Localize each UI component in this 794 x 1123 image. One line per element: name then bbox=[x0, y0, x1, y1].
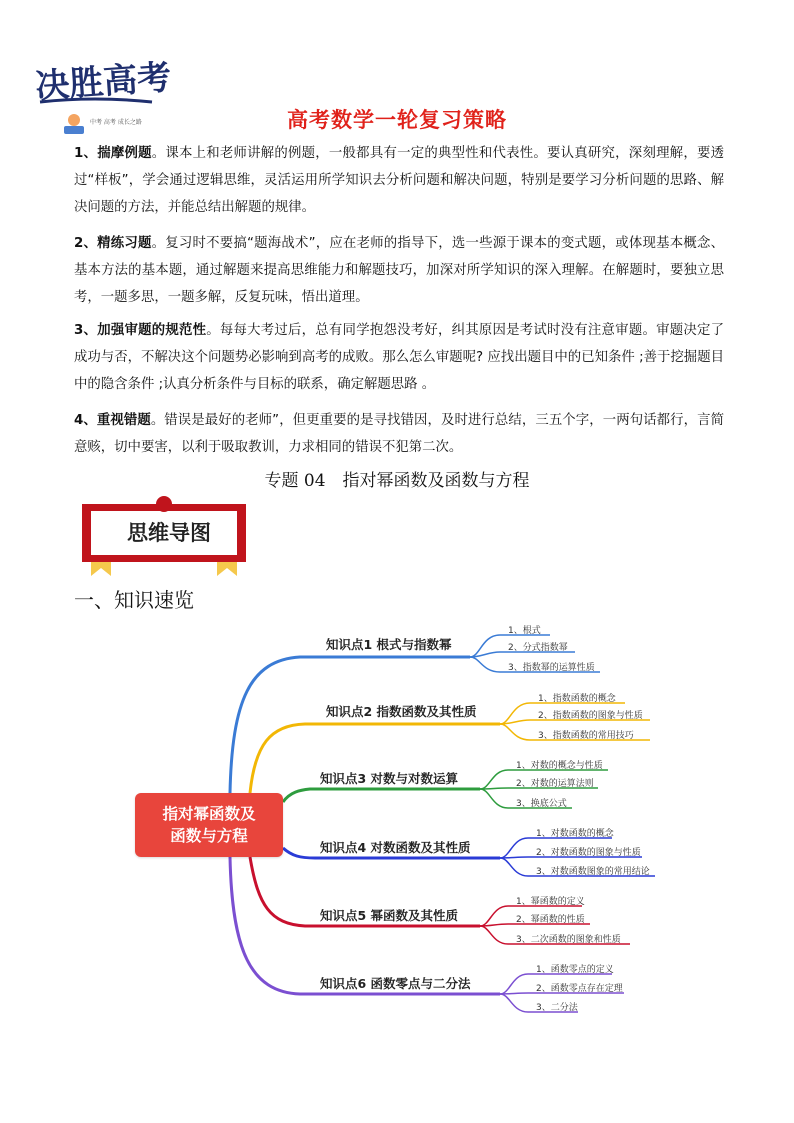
section-title: 一、知识速览 bbox=[74, 588, 194, 612]
center-node-line-2: 函数与方程 bbox=[170, 827, 248, 845]
sub-item-2-3: 3、指数函数的常用技巧 bbox=[538, 731, 634, 741]
knowledge-point-1: 知识点1 根式与指数幂 bbox=[326, 637, 452, 652]
strategy-lead-1: 1、揣摩例题 bbox=[74, 146, 152, 161]
sub-item-6-3: 3、二分法 bbox=[536, 1003, 578, 1013]
branch-curve-3 bbox=[283, 789, 480, 802]
strategy-paragraph-1 bbox=[74, 140, 724, 221]
sub-item-6-1: 1、函数零点的定义 bbox=[536, 965, 614, 975]
logo-tagline: 中考 高考 成长之路 bbox=[90, 119, 142, 126]
strategy-lead-3: 3、加强审题的规范性 bbox=[74, 323, 207, 338]
strategy-paragraph-3 bbox=[74, 317, 724, 398]
sub-item-5-2: 2、幂函数的性质 bbox=[516, 915, 585, 925]
sub-item-2-1: 1、指数函数的概念 bbox=[538, 694, 616, 704]
logo-text: 决胜高考 bbox=[34, 57, 173, 108]
strategy-body-2: 。复习时不要搞“题海战术”，应在老师的指导下，选一些源于课本的变式题，或体现基本概念、基本方法的基本题，通过解题来提高思维能力和解题技巧，加深对所学知识的深入理解。在解题时，要独立思考，一题多思，一题多解，反复玩味，悟出道理。 bbox=[74, 236, 724, 305]
sub-item-4-3: 3、对数函数图象的常用结论 bbox=[536, 867, 650, 877]
sub-item-6-2: 2、函数零点存在定理 bbox=[536, 984, 623, 994]
strategy-paragraph-2 bbox=[74, 230, 724, 311]
sub-item-1-2: 2、分式指数幂 bbox=[508, 643, 568, 653]
sub-item-3-2: 2、对数的运算法则 bbox=[516, 779, 594, 789]
strategy-body-1: 。课本上和老师讲解的例题，一般都具有一定的典型性和代表性。要认真研究，深刻理解，要透过“样板”，学会通过逻辑思维，灵活运用所学知识去分析问题和解决问题，特别是要学习分析问题的思路、解决问题的方法，并能总结出解题的规律。 bbox=[74, 146, 724, 215]
knowledge-point-2: 知识点2 指数函数及其性质 bbox=[326, 704, 477, 719]
sub-item-3-3: 3、换底公式 bbox=[516, 799, 567, 809]
sub-item-5-3: 3、二次函数的图象和性质 bbox=[516, 935, 621, 945]
mind-map-center-node bbox=[135, 793, 283, 857]
strategy-body-4: 。错误是最好的老师”，但更重要的是寻找错因，及时进行总结，三五个字，一两句话都行，言简意赅，切中要害，以利于吸取教训，力求相同的错误不犯第二次。 bbox=[74, 413, 724, 455]
knowledge-point-6: 知识点6 函数零点与二分法 bbox=[320, 976, 471, 991]
sub-item-1-3: 3、指数幂的运算性质 bbox=[508, 663, 595, 673]
knowledge-point-5: 知识点5 幂函数及其性质 bbox=[320, 908, 459, 923]
sub-item-4-2: 2、对数函数的图象与性质 bbox=[536, 848, 641, 858]
sub-item-2-2: 2、指数函数的图象与性质 bbox=[538, 711, 643, 721]
knowledge-point-3: 知识点3 对数与对数运算 bbox=[320, 771, 459, 786]
topic-title: 专题 04 指对幂函数及函数与方程 bbox=[264, 471, 530, 491]
strategy-lead-2: 2、精练习题 bbox=[74, 236, 152, 251]
strategy-lead-4: 4、重视错题 bbox=[74, 413, 151, 428]
knowledge-point-4: 知识点4 对数函数及其性质 bbox=[320, 840, 471, 855]
sub-item-1-1: 1、根式 bbox=[508, 626, 541, 636]
strategy-body-3: 。每每大考过后，总有同学抱怨没考好，纠其原因是考试时没有注意审题。审题决定了成功与否，不解决这个问题势必影响到高考的成败。那么怎么审题呢? 应找出题目中的已知条件 ;善于挖掘题目中的隐含条件 ;认真分析条件与目标的联系，确定解题思路 。 bbox=[74, 323, 724, 392]
badge-label: 思维导图 bbox=[127, 521, 211, 545]
document-title: 高考数学一轮复习策略 bbox=[287, 108, 507, 132]
center-node-line-1: 指对幂函数及 bbox=[162, 805, 256, 823]
sub-item-5-1: 1、幂函数的定义 bbox=[516, 897, 585, 907]
sub-item-3-1: 1、对数的概念与性质 bbox=[516, 761, 603, 771]
sub-item-4-1: 1、对数函数的概念 bbox=[536, 829, 614, 839]
strategy-paragraph-4 bbox=[74, 407, 724, 461]
